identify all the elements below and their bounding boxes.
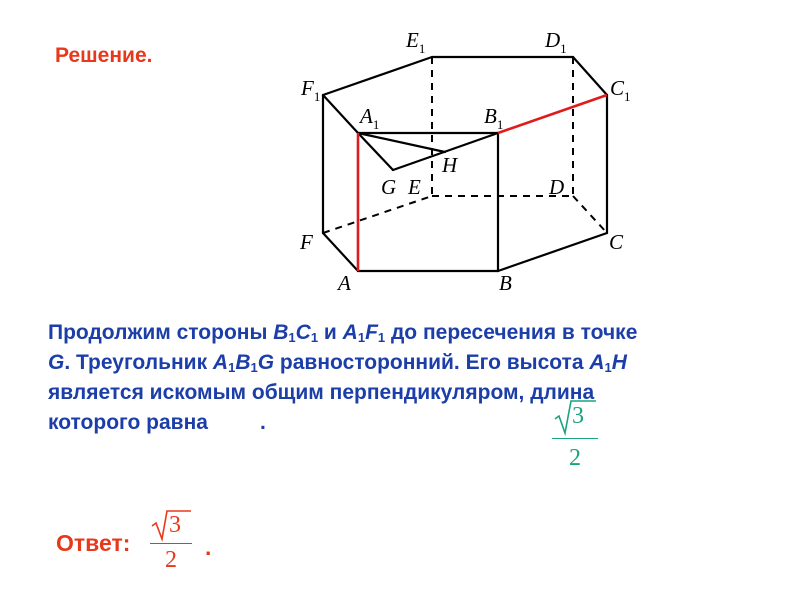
label-C1: $C_1$ (610, 76, 631, 104)
answer-line (56, 530, 130, 557)
fraction-denominator: 2 (569, 445, 581, 471)
edge-F-E (323, 196, 432, 233)
answer-fraction (150, 508, 192, 574)
label-G: G (381, 175, 397, 199)
label-F1: $F_1$ (301, 76, 321, 104)
answer-label: Ответ: (56, 530, 131, 556)
answer-fraction-denominator: 2 (165, 547, 177, 573)
answer-fraction-bar (150, 543, 192, 544)
fraction-bar (552, 438, 598, 439)
solution-text (48, 318, 748, 438)
edge-F1-A1 (323, 95, 358, 133)
edge-D1-C1 (573, 57, 607, 95)
label-F: F (300, 230, 313, 254)
solution-line-1: Продолжим стороны $B_1C_1$ и $A_1F_1$ до пересечения в точке (48, 321, 638, 345)
label-A: A (338, 271, 351, 295)
edge-F-A (323, 233, 358, 271)
label-E1: $E_1$ (406, 28, 426, 56)
label-D1: $D_1$ (545, 28, 567, 56)
solution-line-3: является искомым общим перпендикуляром, длина (48, 381, 595, 404)
edge-D-C (573, 196, 607, 233)
solution-fraction (552, 397, 598, 472)
answer-sqrt-numerator: 3 (150, 508, 192, 542)
visible-edges (323, 57, 607, 271)
label-B1: $B_1$ (484, 104, 504, 132)
label-D: D (549, 175, 565, 199)
edge-B1-C1 (498, 95, 607, 133)
label-A1: $A_1$ (360, 104, 380, 132)
label-C: C (609, 230, 624, 254)
label-B: B (499, 271, 512, 295)
sqrt-numerator: 3 (552, 397, 598, 437)
label-E: E (408, 175, 421, 199)
answer-end-period: . (205, 534, 212, 560)
solution-line-4: которого равна . (48, 411, 266, 434)
edge-F1-E1 (323, 57, 432, 95)
solution-heading: Решение. (55, 44, 153, 67)
solution-line-2: G. Треугольник $A_1B_1G$ равносторонний. Его высота $A_1H$ (48, 351, 627, 375)
label-H: H (442, 153, 458, 177)
edge-B-C (498, 233, 607, 271)
